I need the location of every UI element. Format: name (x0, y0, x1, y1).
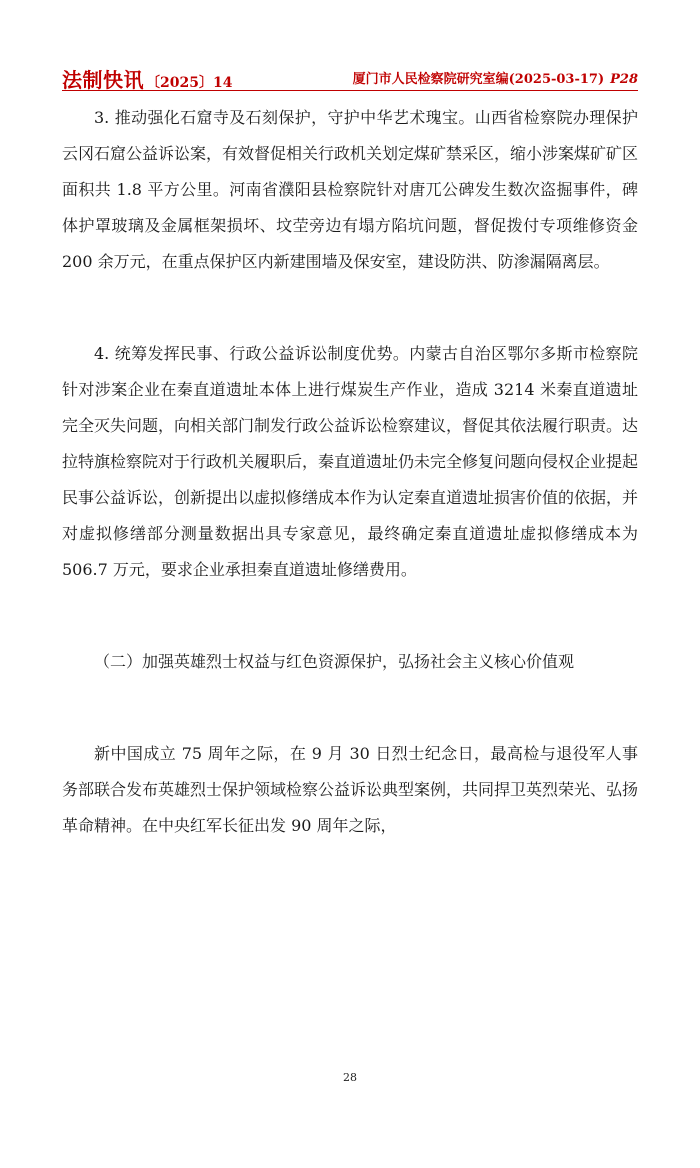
page-number: 28 (343, 1071, 357, 1084)
paragraph-item-3: 3. 推动强化石窟寺及石刻保护，守护中华艺术瑰宝。山西省检察院办理保护云冈石窟公益诉讼案，有效督促相关行政机关划定煤矿禁采区，缩小涉案煤矿矿区面积共 1.8 平方公里。河南省濮阳县检察院针对唐兀公碑发生数次盗掘事件，碑体护罩玻璃及金属框架损坏、坟茔旁边有塌方陷坑问题，督促拨付专项维修资金 200 余万元，在重点保护区内新建围墙及保安室，建设防洪、防渗漏隔离层。 (62, 108, 639, 271)
section-heading: （二）加强英雄烈士权益与红色资源保护，弘扬社会主义核心价值观 (94, 652, 575, 671)
paragraph-spacer (62, 280, 638, 336)
paragraph-spacer (62, 680, 638, 736)
page-tag: P28 (610, 72, 638, 87)
paragraph-spacer (62, 588, 638, 644)
page-header (62, 62, 638, 91)
document-body (62, 100, 638, 844)
closing-paragraph: 新中国成立 75 周年之际，在 9 月 30 日烈士纪念日，最高检与退役军人事务部联合发布英雄烈士保护领域检察公益诉讼典型案例，共同捍卫英烈荣光、弘扬革命精神。在中央红军长征出发 90 周年之际， (62, 744, 639, 835)
publisher-source: 厦门市人民检察院研究室编(2025-03-17) (352, 72, 605, 87)
publication-title: 法制快讯 (62, 68, 144, 92)
issue-number: 〔2025〕14 (146, 75, 233, 91)
paragraph-item-4: 4. 统筹发挥民事、行政公益诉讼制度优势。内蒙古自治区鄂尔多斯市检察院针对涉案企业在秦直道遗址本体上进行煤炭生产作业，造成 3214 米秦直道遗址完全灭失问题，向相关部门制发行政公益诉讼检察建议，督促其依法履行职责。达拉特旗检察院对于行政机关履职后，秦直道遗址仍未完全修复问题向侵权企业提起民事公益诉讼，创新提出以虚拟修缮成本作为认定秦直道遗址损害价值的依据，并对虚拟修缮部分测量数据出具专家意见，最终确定秦直道遗址虚拟修缮成本为 506.7 万元，要求企业承担秦直道遗址修缮费用。 (62, 344, 639, 579)
header-brand-block (62, 64, 232, 93)
header-source-block (353, 68, 638, 87)
